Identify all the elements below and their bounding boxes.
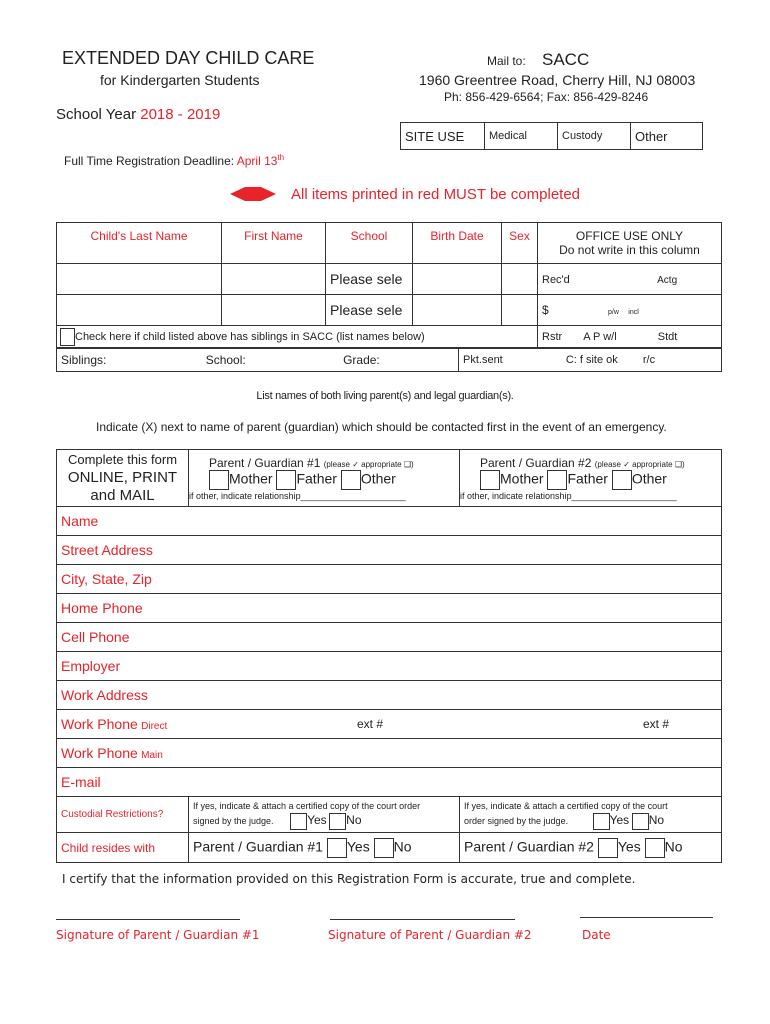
form-subtitle: for Kindergarten Students (100, 72, 260, 88)
resides-pg2-no-checkbox[interactable] (645, 838, 665, 858)
complete-line-2: ONLINE, PRINT (67, 469, 178, 486)
ext-label-2: ext # (643, 717, 670, 731)
school-year-value: 2018 - 2019 (140, 106, 221, 123)
siblings-label: Siblings: (61, 353, 107, 367)
child-last-name-input-2[interactable] (57, 295, 222, 326)
deadline-date: April 13 (236, 154, 278, 168)
row-home-phone[interactable]: Home Phone (57, 594, 722, 623)
row-city-state-zip[interactable]: City, State, Zip (57, 565, 722, 594)
complete-line-3: and MAIL (90, 487, 155, 504)
resides-pg2 (460, 833, 722, 863)
custodial-pg1-no-checkbox[interactable] (329, 813, 346, 830)
office-use-title: OFFICE USE ONLY (575, 229, 684, 243)
signature-line-1[interactable] (56, 919, 240, 920)
resides-pg2-yes-checkbox[interactable] (598, 838, 618, 858)
signature-label-2: Signature of Parent / Guardian #2 (328, 928, 532, 942)
school-year (56, 106, 220, 123)
parent-table (56, 449, 722, 863)
resides-pg1 (189, 833, 460, 863)
pg2-title-wrap (480, 456, 685, 470)
siblings-check-text: Check here if child listed above has siblings in SACC (list names below) (75, 330, 425, 343)
pg2-father-label: Father (567, 470, 608, 487)
mail-phone: Ph: 856-429-6564; Fax: 856-429-8246 (444, 90, 649, 104)
recd-label: Rec'd (542, 274, 570, 286)
pg2-relationship-label: if other, indicate relationship (460, 491, 572, 501)
resides-pg1-yes-label: Yes (346, 838, 370, 855)
date-line[interactable] (580, 917, 713, 918)
resides-label: Child resides with (57, 833, 189, 863)
resides-pg1-yes-checkbox[interactable] (327, 838, 347, 858)
custodial-note-2b-wrap (464, 813, 717, 830)
row-employer[interactable]: Employer (57, 652, 722, 681)
office-rstr (538, 326, 722, 348)
custodial-note-1b-wrap (193, 813, 455, 830)
office-use-subtitle: Do not write in this column (559, 243, 700, 257)
school-year-label: School Year (56, 106, 137, 123)
child-last-name-input-1[interactable] (57, 264, 222, 295)
incl-label: incl (628, 309, 639, 316)
pg2-other-label: Other (631, 470, 667, 487)
pg1-other-checkbox[interactable] (341, 470, 361, 490)
instruction-line-1: List names of both living parent(s) and legal guardian(s). (256, 390, 514, 402)
child-first-name-input-1[interactable] (222, 264, 326, 295)
main-label: Main (141, 750, 163, 761)
office-use-header (538, 223, 722, 264)
cf-site-ok-label: C: f site ok (565, 354, 618, 366)
child-table (56, 222, 722, 348)
custodial-pg2-no-checkbox[interactable] (632, 813, 649, 830)
date-label: Date (582, 928, 611, 942)
signature-line-2[interactable] (330, 919, 515, 920)
mail-address: 1960 Greentree Road, Cherry Hill, NJ 08003 (419, 72, 696, 88)
custodial-label: Custodial Restrictions? (57, 797, 189, 833)
row-email[interactable]: E-mail (57, 768, 722, 797)
row-work-phone-direct[interactable] (57, 710, 722, 739)
pw-label: p/w (608, 309, 619, 316)
pg2-other-checkbox[interactable] (612, 470, 632, 490)
custodial-pg1-yes-label: Yes (307, 812, 327, 827)
sex-input-2[interactable] (502, 295, 538, 326)
siblings-checkbox[interactable] (60, 328, 75, 346)
custodial-pg2 (460, 797, 722, 833)
pg2-role-options (480, 470, 667, 490)
col-school: School (326, 223, 413, 264)
office-pkt (459, 349, 722, 372)
sex-input-1[interactable] (502, 264, 538, 295)
resides-pg2-no-label: No (664, 838, 683, 855)
pg1-father-label: Father (296, 470, 337, 487)
pg1-title-wrap (209, 456, 414, 470)
child-first-name-input-2[interactable] (222, 295, 326, 326)
birth-date-input-1[interactable] (413, 264, 502, 295)
form-title: EXTENDED DAY CHILD CARE (62, 48, 315, 68)
ext-label-1: ext # (357, 717, 384, 731)
pg2-father-checkbox[interactable] (547, 470, 567, 490)
birth-date-input-2[interactable] (413, 295, 502, 326)
pg2-title: Parent / Guardian #2 (480, 456, 592, 470)
complete-line-1: Complete this form (67, 452, 178, 467)
resides-pg2-label: Parent / Guardian #2 (464, 838, 594, 855)
arrow-icon (230, 186, 276, 202)
deadline-label: Full Time Registration Deadline: (64, 154, 235, 168)
site-use-custody[interactable]: Custody (558, 123, 631, 150)
pg1-role-options (209, 470, 396, 490)
pg2-mother-label: Mother (500, 470, 544, 487)
pg1-father-checkbox[interactable] (276, 470, 296, 490)
siblings-school-label: School: (205, 353, 246, 367)
office-recd (538, 264, 722, 295)
custodial-pg1-yes-checkbox[interactable] (290, 813, 307, 830)
resides-pg1-no-checkbox[interactable] (374, 838, 394, 858)
mail-to-label: Mail to: (487, 54, 526, 68)
custodial-pg1 (189, 797, 460, 833)
work-phone-label: Work Phone (61, 716, 138, 732)
custodial-pg2-no-label: No (648, 812, 665, 827)
rstr-label: Rstr (542, 330, 563, 343)
pg1-other-label: Other (360, 470, 396, 487)
pg2-check-appropriate: (please ✓ appropriate ❑) (594, 460, 685, 469)
deadline-suffix: th (277, 153, 285, 162)
col-first-name: First Name (222, 223, 326, 264)
col-sex: Sex (502, 223, 538, 264)
row-work-address[interactable]: Work Address (57, 681, 722, 710)
pg2-relationship[interactable]: if other, indicate relationship_____________________ (460, 491, 677, 501)
school-select-2[interactable]: Please sele (326, 295, 413, 326)
pg1-mother-checkbox[interactable] (209, 470, 229, 490)
resides-pg2-yes-label: Yes (617, 838, 641, 855)
actg-label: Actg (657, 275, 678, 286)
site-use-medical[interactable]: Medical (485, 123, 558, 150)
siblings-grade-label: Grade: (343, 353, 380, 367)
school-select-1[interactable]: Please sele (326, 264, 413, 295)
instruction-line-2: Indicate (X) next to name of parent (guardian) which should be contacted first in the event of an emergency. (96, 420, 667, 434)
pg1-relationship-label: if other, indicate relationship (189, 491, 301, 501)
col-last-name: Child's Last Name (57, 223, 222, 264)
siblings-check-row (57, 326, 538, 348)
pg2-mother-checkbox[interactable] (480, 470, 500, 490)
custodial-pg2-yes-label: Yes (609, 812, 630, 827)
custodial-pg2-yes-checkbox[interactable] (593, 813, 610, 830)
stdt-label: Stdt (657, 330, 678, 343)
pg1-title: Parent / Guardian #1 (209, 456, 321, 470)
certify-statement: I certify that the information provided on this Registration Form is accurate, true and complete. (62, 872, 636, 886)
resides-pg1-no-label: No (393, 838, 412, 855)
pg2-header (460, 450, 722, 507)
row-street-address[interactable]: Street Address (57, 536, 722, 565)
custodial-note-1b: signed by the judge. (193, 815, 274, 826)
pg1-check-appropriate: (please ✓ appropriate ❑) (323, 460, 414, 469)
siblings-row[interactable] (57, 349, 459, 372)
custodial-pg1-no-label: No (346, 812, 362, 827)
site-use-label: SITE USE (401, 123, 485, 150)
custodial-note-2b: order signed by the judge. (464, 815, 569, 826)
work-phone-main-label: Work Phone (61, 745, 138, 761)
direct-label: Direct (141, 721, 168, 732)
office-dollar (538, 295, 722, 326)
deadline (64, 153, 284, 168)
custodial-note-2: If yes, indicate & attach a certified copy of the court (464, 800, 668, 811)
custodial-note-1: If yes, indicate & attach a certified copy of the court order (193, 800, 421, 811)
row-name[interactable]: Name (57, 507, 722, 536)
pg1-relationship[interactable]: if other, indicate relationship_____________________ (189, 491, 406, 501)
site-use-other[interactable]: Other (631, 123, 703, 150)
pg1-mother-label: Mother (229, 470, 273, 487)
col-birth-date: Birth Date (413, 223, 502, 264)
dollar-label: $ (542, 303, 549, 317)
signature-label-1: Signature of Parent / Guardian #1 (56, 928, 260, 942)
pkt-sent-label: Pkt.sent (463, 354, 503, 366)
site-use-table (400, 122, 703, 150)
complete-form-note (57, 450, 189, 507)
red-notice: All items printed in red MUST be completed (291, 186, 581, 203)
pg1-header (189, 450, 460, 507)
apwl-label: A P w/l (583, 330, 617, 343)
rc-label: r/c (642, 354, 656, 366)
resides-pg1-label: Parent / Guardian #1 (193, 838, 323, 855)
mail-to-name: SACC (542, 50, 590, 69)
row-cell-phone[interactable]: Cell Phone (57, 623, 722, 652)
row-work-phone-main[interactable] (57, 739, 722, 768)
siblings-table (56, 348, 722, 372)
